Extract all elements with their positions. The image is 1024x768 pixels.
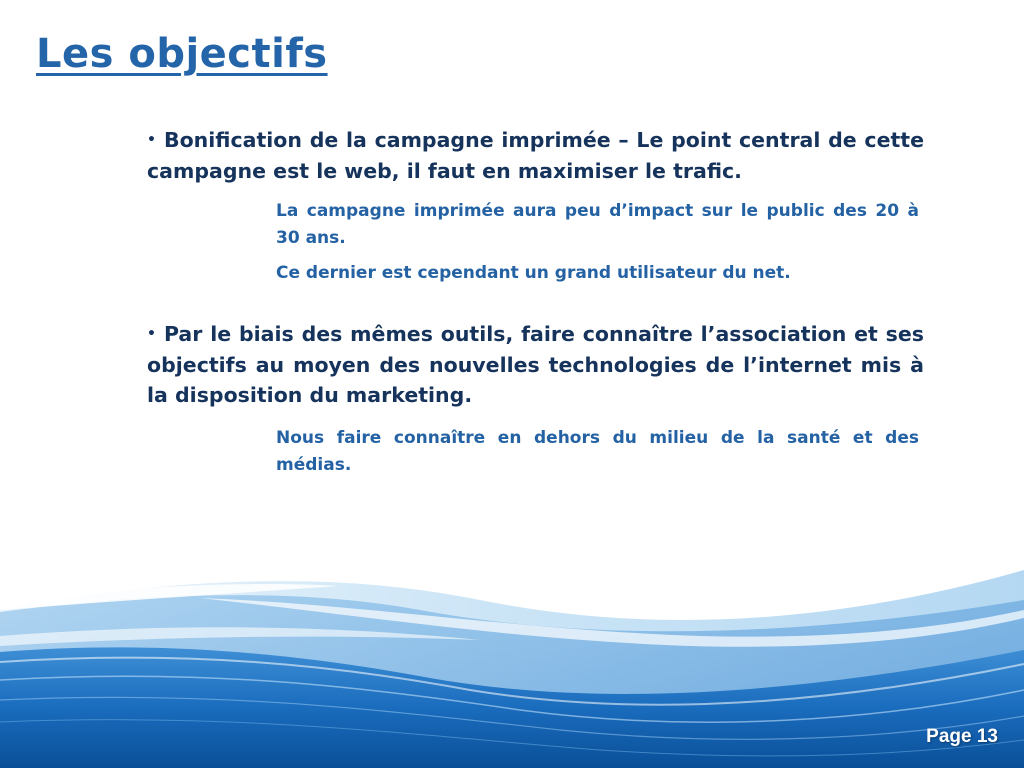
bullet-icon: •	[147, 132, 156, 148]
slide-title: Les objectifs	[36, 31, 328, 77]
slide-content	[147, 125, 924, 479]
sub-item: Ce dernier est cependant un grand utilisateur du net.	[276, 263, 791, 283]
bullet-item	[147, 319, 924, 411]
sub-item: La campagne imprimée aura peu d’impact sur le public des 20 à 30 ans.	[276, 201, 919, 248]
page-number: Page 13	[926, 726, 998, 747]
bullet-item	[147, 125, 924, 186]
sub-item: Nous faire connaître en dehors du milieu de la santé et des médias.	[276, 427, 919, 475]
wave-background	[0, 540, 1024, 768]
bullet-text: Par le biais des mêmes outils, faire connaître l’association et ses objectifs au moyen des nouvelles technologies de l’internet mis à la disposition du marketing.	[147, 322, 924, 407]
bullet-text: Bonification de la campagne imprimée – Le point central de cette campagne est le web, il faut en maximiser le trafic.	[147, 128, 924, 183]
bullet-icon: •	[147, 326, 156, 342]
